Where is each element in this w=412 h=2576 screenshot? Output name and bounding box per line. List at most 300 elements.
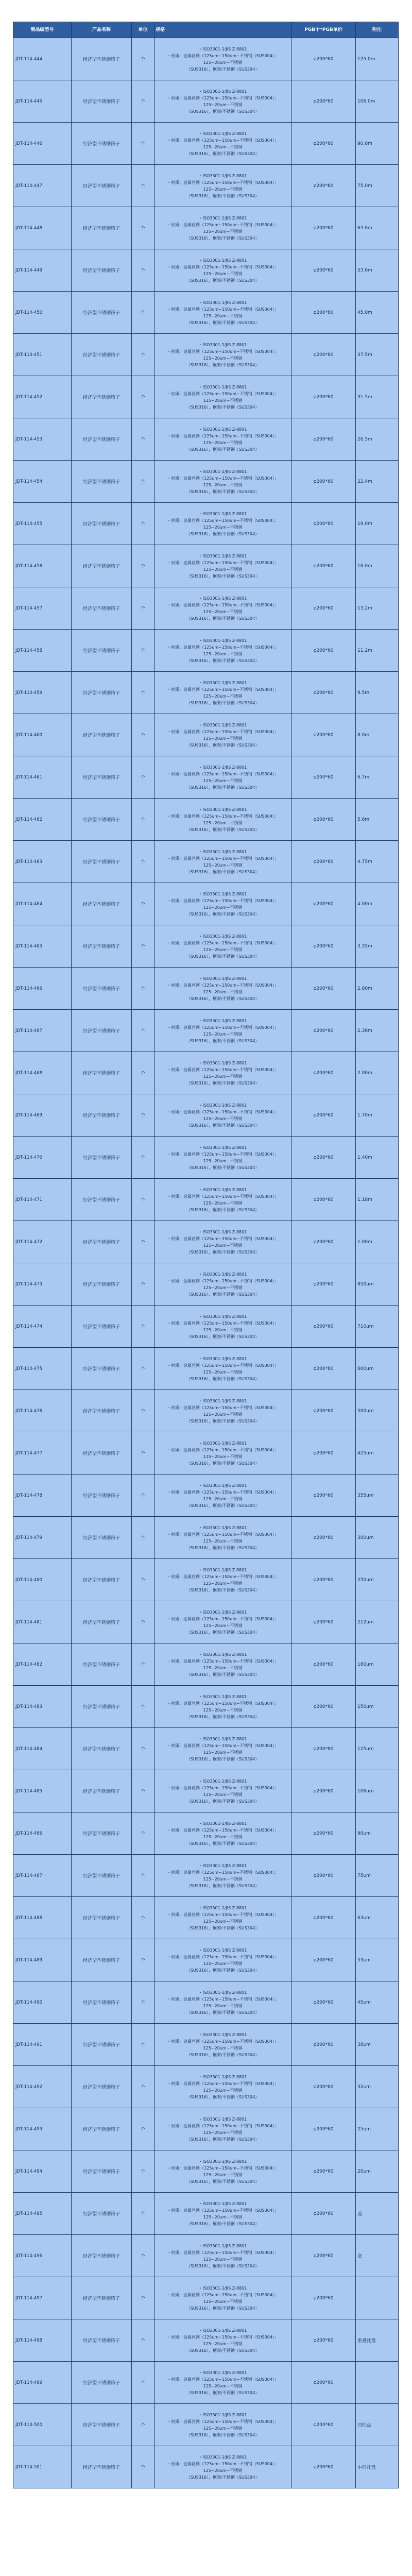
cell-name: 经济型不锈钢筛子 (72, 1981, 132, 2024)
cell-name: 经济型不锈钢筛子 (72, 799, 132, 841)
cell-code: JDT-114-447 (13, 165, 72, 207)
spec-line: ・材质：金属丝网（125um~150um~不锈钢（SUS304）；125~20um~不锈钢 (167, 518, 279, 530)
spec-line: ・ISO3301-1/JIS Z-8801 (198, 553, 247, 558)
table-row (13, 714, 399, 756)
cell-spec (154, 1728, 291, 1770)
cell-price: φ200*60 (291, 165, 356, 207)
header-spec: 规格 (154, 22, 291, 38)
cell-unit: 个 (132, 1643, 154, 1686)
cell-spec (154, 1432, 291, 1475)
spec-line: ・材质：金属丝网（125um~150um~不锈钢（SUS304）；125~20um~不锈钢 (167, 2419, 279, 2431)
cell-price: φ200*60 (291, 2319, 356, 2362)
spec-line: （SUS316），框架/不锈钢（SUS304） (186, 616, 260, 621)
cell-remark: 8.0m (356, 714, 399, 756)
table-row (13, 756, 399, 799)
cell-unit: 个 (132, 123, 154, 165)
spec-line: ・ISO3301-1/JIS Z-8801 (198, 976, 247, 981)
cell-spec (154, 1643, 291, 1686)
cell-unit: 个 (132, 80, 154, 123)
spec-line: （SUS316），框架/不锈钢（SUS304） (186, 2306, 260, 2311)
table-row (13, 672, 399, 714)
spec-line: （SUS316），框架/不锈钢（SUS304） (186, 700, 260, 705)
cell-name: 经济型不锈钢筛子 (72, 2277, 132, 2319)
cell-price: φ200*60 (291, 1939, 356, 1981)
table-row (13, 1094, 399, 1137)
cell-price: φ200*60 (291, 925, 356, 968)
cell-unit: 个 (132, 1221, 154, 1263)
cell-spec (154, 2235, 291, 2277)
cell-unit: 个 (132, 503, 154, 545)
table-row (13, 1263, 399, 1306)
cell-price: φ200*60 (291, 587, 356, 630)
cell-price: φ200*60 (291, 1263, 356, 1306)
cell-remark: 22.4m (356, 461, 399, 503)
cell-unit: 个 (132, 334, 154, 376)
cell-spec (154, 630, 291, 672)
spec-line: ・材质：金属丝网（125um~150um~不锈钢（SUS304）；125~20um~不锈钢 (167, 1151, 279, 1163)
cell-name: 经济型不锈钢筛子 (72, 503, 132, 545)
cell-name: 经济型不锈钢筛子 (72, 1348, 132, 1390)
cell-remark: 710um (356, 1306, 399, 1348)
cell-price: φ200*60 (291, 672, 356, 714)
cell-unit: 个 (132, 630, 154, 672)
cell-code: JDT-114-448 (13, 207, 72, 249)
spec-line: ・材质：金属丝网（125um~150um~不锈钢（SUS304）；125~20um~不锈钢 (167, 1067, 279, 1079)
cell-remark: 90um (356, 1812, 399, 1855)
spec-line: ・ISO3301-1/JIS Z-8801 (198, 2074, 247, 2079)
cell-code: JDT-114-446 (13, 123, 72, 165)
cell-remark: 32um (356, 2066, 399, 2108)
spec-line: ・材质：金属丝网（125um~150um~不锈钢（SUS304）；125~20um~不锈钢 (167, 560, 279, 572)
cell-remark: 中间托盘 (356, 2446, 399, 2488)
spec-line: ・ISO3301-1/JIS Z-8801 (198, 1652, 247, 1657)
table-row (13, 2024, 399, 2066)
cell-remark: 9.5m (356, 672, 399, 714)
table-row (13, 2066, 399, 2108)
cell-name: 经济型不锈钢筛子 (72, 1812, 132, 1855)
spec-line: ・ISO3301-1/JIS Z-8801 (198, 215, 247, 221)
table-row (13, 2446, 399, 2488)
spec-line: ・ISO3301-1/JIS Z-8801 (198, 384, 247, 389)
cell-code: JDT-114-486 (13, 1812, 72, 1855)
cell-unit: 个 (132, 883, 154, 925)
header-price: PGB个*PGB单价 (291, 22, 356, 38)
cell-price: φ200*60 (291, 1897, 356, 1939)
cell-remark: 底 (356, 2235, 399, 2277)
table-row (13, 1475, 399, 1517)
cell-code: JDT-114-483 (13, 1686, 72, 1728)
cell-spec (154, 461, 291, 503)
spec-line: ・材质：金属丝网（125um~150um~不锈钢（SUS304）；125~20um~不锈钢 (167, 180, 279, 192)
cell-unit: 个 (132, 2277, 154, 2319)
cell-price: φ200*60 (291, 1179, 356, 1221)
cell-unit: 个 (132, 1137, 154, 1179)
spec-line: ・ISO3301-1/JIS Z-8801 (198, 891, 247, 896)
cell-remark: 19.0m (356, 503, 399, 545)
cell-code: JDT-114-452 (13, 376, 72, 418)
cell-unit: 个 (132, 2362, 154, 2404)
cell-remark: 20um (356, 2150, 399, 2193)
cell-remark: 106.0m (356, 80, 399, 123)
spec-line: ・ISO3301-1/JIS Z-8801 (198, 2285, 247, 2291)
spec-line: ・材质：金属丝网（125um~150um~不锈钢（SUS304）；125~20um~不锈钢 (167, 1785, 279, 1797)
cell-code: JDT-114-496 (13, 2235, 72, 2277)
cell-unit: 个 (132, 1855, 154, 1897)
cell-spec (154, 123, 291, 165)
cell-unit: 个 (132, 2319, 154, 2362)
cell-spec (154, 587, 291, 630)
cell-price: φ200*60 (291, 376, 356, 418)
cell-price: φ200*60 (291, 799, 356, 841)
spec-line: （SUS316），框架/不锈钢（SUS304） (186, 1799, 260, 1804)
spec-line: ・材质：金属丝网（125um~150um~不锈钢（SUS304）；125~20um~不锈钢 (167, 940, 279, 952)
cell-name: 经济型不锈钢筛子 (72, 2193, 132, 2235)
spec-line: ・ISO3301-1/JIS Z-8801 (198, 89, 247, 94)
cell-code: JDT-114-475 (13, 1348, 72, 1390)
header-code: 制品编型号 (13, 22, 72, 38)
cell-code: JDT-114-481 (13, 1601, 72, 1643)
cell-price: φ200*60 (291, 1770, 356, 1812)
cell-spec (154, 1094, 291, 1137)
spec-line: ・ISO3301-1/JIS Z-8801 (198, 680, 247, 685)
spec-line: （SUS316），框架/不锈钢（SUS304） (186, 742, 260, 748)
table-row (13, 799, 399, 841)
cell-remark: 1.70m (356, 1094, 399, 1137)
cell-code: JDT-114-463 (13, 841, 72, 883)
cell-remark: 53um (356, 1939, 399, 1981)
spec-line: （SUS316），框架/不锈钢（SUS304） (186, 1503, 260, 1508)
cell-price: φ200*60 (291, 2446, 356, 2488)
cell-remark: 90.0m (356, 123, 399, 165)
spec-line: （SUS316），框架/不锈钢（SUS304） (186, 1292, 260, 1297)
cell-remark: 75.0m (356, 165, 399, 207)
spec-line: ・材质：金属丝网（125um~150um~不锈钢（SUS304）；125~20um~不锈钢 (167, 2334, 279, 2346)
spec-line: ・ISO3301-1/JIS Z-8801 (198, 1567, 247, 1572)
table-row (13, 1855, 399, 1897)
cell-spec (154, 2277, 291, 2319)
cell-unit: 个 (132, 1601, 154, 1643)
cell-unit: 个 (132, 1263, 154, 1306)
cell-remark: 45.0m (356, 292, 399, 334)
cell-spec (154, 2108, 291, 2150)
cell-unit: 个 (132, 2150, 154, 2193)
spec-line: ・材质：金属丝网（125um~150um~不锈钢（SUS304）；125~20um~不锈钢 (167, 2165, 279, 2177)
cell-price: φ200*60 (291, 1643, 356, 1686)
cell-name: 经济型不锈钢筛子 (72, 883, 132, 925)
cell-unit: 个 (132, 587, 154, 630)
cell-unit: 个 (132, 925, 154, 968)
cell-unit: 个 (132, 165, 154, 207)
cell-spec (154, 207, 291, 249)
cell-name: 经济型不锈钢筛子 (72, 587, 132, 630)
spec-line: （SUS316），框架/不锈钢（SUS304） (186, 911, 260, 917)
cell-name: 经济型不锈钢筛子 (72, 2319, 132, 2362)
spec-line: （SUS316），框架/不锈钢（SUS304） (186, 531, 260, 536)
cell-code: JDT-114-489 (13, 1939, 72, 1981)
cell-code: JDT-114-495 (13, 2193, 72, 2235)
cell-name: 经济型不锈钢筛子 (72, 545, 132, 587)
cell-name: 经济型不锈钢筛子 (72, 1559, 132, 1601)
spec-line: ・材质：金属丝网（125um~150um~不锈钢（SUS304）；125~20um~不锈钢 (167, 1912, 279, 1924)
table-row (13, 334, 399, 376)
cell-spec (154, 1390, 291, 1432)
spec-line: ・材质：金属丝网（125um~150um~不锈钢（SUS304）；125~20um~不锈钢 (167, 1236, 279, 1248)
spec-line: （SUS316），框架/不锈钢（SUS304） (186, 1672, 260, 1677)
cell-remark: 26.5m (356, 418, 399, 461)
spec-line: ・材质：金属丝网（125um~150um~不锈钢（SUS304）；125~20um~不锈钢 (167, 1320, 279, 1332)
cell-code: JDT-114-471 (13, 1179, 72, 1221)
spec-line: ・材质：金属丝网（125um~150um~不锈钢（SUS304）；125~20um~不锈钢 (167, 2039, 279, 2050)
cell-spec (154, 1348, 291, 1390)
cell-remark: 53.0m (356, 249, 399, 292)
spec-line: ・ISO3301-1/JIS Z-8801 (198, 46, 247, 52)
cell-name: 经济型不锈钢筛子 (72, 1728, 132, 1770)
cell-spec (154, 292, 291, 334)
cell-name: 经济型不锈钢筛子 (72, 756, 132, 799)
cell-name: 经济型不锈钢筛子 (72, 968, 132, 1010)
table-row (13, 1897, 399, 1939)
cell-price: φ200*60 (291, 1559, 356, 1601)
cell-name: 经济型不锈钢筛子 (72, 2108, 132, 2150)
table-row (13, 1390, 399, 1432)
cell-code: JDT-114-473 (13, 1263, 72, 1306)
cell-price: φ200*60 (291, 503, 356, 545)
cell-remark: 6.7m (356, 756, 399, 799)
spec-line: ・材质：金属丝网（125um~150um~不锈钢（SUS304）；125~20um~不锈钢 (167, 982, 279, 994)
spec-line: ・材质：金属丝网（125um~150um~不锈钢（SUS304）；125~20um~不锈钢 (167, 264, 279, 276)
cell-remark: 2.80m (356, 968, 399, 1010)
cell-price: φ200*60 (291, 756, 356, 799)
cell-unit: 个 (132, 2108, 154, 2150)
cell-name: 经济型不锈钢筛子 (72, 334, 132, 376)
cell-remark: 1.18m (356, 1179, 399, 1221)
cell-spec (154, 1770, 291, 1812)
spec-line: ・材质：金属丝网（125um~150um~不锈钢（SUS304）；125~20um~不锈钢 (167, 1278, 279, 1290)
cell-unit: 个 (132, 1686, 154, 1728)
cell-name: 经济型不锈钢筛子 (72, 461, 132, 503)
cell-price: φ200*60 (291, 1812, 356, 1855)
spec-line: （SUS316），框架/不锈钢（SUS304） (186, 1925, 260, 1930)
spec-line: （SUS316），框架/不锈钢（SUS304） (186, 996, 260, 1001)
spec-line: （SUS316），框架/不锈钢（SUS304） (186, 1968, 260, 1973)
spec-line: ・ISO3301-1/JIS Z-8801 (198, 1821, 247, 1826)
spec-line: （SUS316），框架/不锈钢（SUS304） (186, 1714, 260, 1719)
cell-name: 经济型不锈钢筛子 (72, 1517, 132, 1559)
cell-code: JDT-114-459 (13, 672, 72, 714)
cell-unit: 个 (132, 799, 154, 841)
cell-price: φ200*60 (291, 1010, 356, 1052)
cell-unit: 个 (132, 418, 154, 461)
spec-line: （SUS316），框架/不锈钢（SUS304） (186, 2263, 260, 2268)
cell-spec (154, 1897, 291, 1939)
spec-line: （SUS316），框架/不锈钢（SUS304） (186, 2221, 260, 2226)
cell-spec (154, 80, 291, 123)
cell-unit: 个 (132, 841, 154, 883)
spec-line: ・ISO3301-1/JIS Z-8801 (198, 1145, 247, 1150)
product-table (13, 22, 399, 2488)
spec-line: （SUS316），框架/不锈钢（SUS304） (186, 489, 260, 494)
cell-name: 经济型不锈钢筛子 (72, 2235, 132, 2277)
cell-spec (154, 1686, 291, 1728)
cell-remark (356, 2362, 399, 2404)
spec-line: ・材质：金属丝网（125um~150um~不锈钢（SUS304）；125~20um~不锈钢 (167, 1701, 279, 1713)
cell-name: 经济型不锈钢筛子 (72, 1432, 132, 1475)
cell-code: JDT-114-457 (13, 587, 72, 630)
cell-unit: 个 (132, 38, 154, 80)
spec-line: （SUS316），框架/不锈钢（SUS304） (186, 658, 260, 663)
spec-line: ・材质：金属丝网（125um~150um~不锈钢（SUS304）；125~20um~不锈钢 (167, 2250, 279, 2262)
cell-price: φ200*60 (291, 1052, 356, 1094)
spec-line: ・ISO3301-1/JIS Z-8801 (198, 427, 247, 432)
table-row (13, 207, 399, 249)
table-row (13, 1812, 399, 1855)
cell-code: JDT-114-482 (13, 1643, 72, 1686)
spec-line: ・ISO3301-1/JIS Z-8801 (198, 1905, 247, 1910)
spec-line: （SUS316），框架/不锈钢（SUS304） (186, 869, 260, 874)
cell-name: 经济型不锈钢筛子 (72, 1855, 132, 1897)
table-row (13, 2319, 399, 2362)
cell-unit: 个 (132, 756, 154, 799)
cell-price: φ200*60 (291, 1855, 356, 1897)
spec-line: ・材质：金属丝网（125um~150um~不锈钢（SUS304）；125~20um~不锈钢 (167, 771, 279, 783)
cell-name: 经济型不锈钢筛子 (72, 418, 132, 461)
table-row (13, 1939, 399, 1981)
cell-name: 经济型不锈钢筛子 (72, 2404, 132, 2446)
cell-unit: 个 (132, 1179, 154, 1221)
cell-spec (154, 714, 291, 756)
cell-spec (154, 249, 291, 292)
table-row (13, 249, 399, 292)
cell-unit: 个 (132, 2193, 154, 2235)
spec-line: ・材质：金属丝网（125um~150um~不锈钢（SUS304）；125~20um~不锈钢 (167, 95, 279, 107)
spec-line: ・材质：金属丝网（125um~150um~不锈钢（SUS304）；125~20um~不锈钢 (167, 687, 279, 699)
cell-code: JDT-114-467 (13, 1010, 72, 1052)
spec-line: ・材质：金属丝网（125um~150um~不锈钢（SUS304）；125~20um~不锈钢 (167, 1489, 279, 1501)
cell-name: 经济型不锈钢筛子 (72, 123, 132, 165)
spec-line: ・材质：金属丝网（125um~150um~不锈钢（SUS304）；125~20um~不锈钢 (167, 53, 279, 65)
cell-code: JDT-114-476 (13, 1390, 72, 1432)
cell-remark: 4.00m (356, 883, 399, 925)
table-row (13, 1052, 399, 1094)
cell-code: JDT-114-470 (13, 1137, 72, 1179)
spec-line: ・材质：金属丝网（125um~150um~不锈钢（SUS304）；125~20um~不锈钢 (167, 1109, 279, 1121)
cell-price: φ200*60 (291, 1475, 356, 1517)
table-row (13, 418, 399, 461)
spec-line: ・ISO3301-1/JIS Z-8801 (198, 1947, 247, 1953)
cell-spec (154, 2024, 291, 2066)
cell-spec (154, 2362, 291, 2404)
cell-unit: 个 (132, 1559, 154, 1601)
cell-spec (154, 376, 291, 418)
cell-code: JDT-114-478 (13, 1475, 72, 1517)
cell-price: φ200*60 (291, 1432, 356, 1475)
spec-line: ・ISO3301-1/JIS Z-8801 (198, 131, 247, 136)
table-row (13, 1432, 399, 1475)
cell-spec (154, 1475, 291, 1517)
spec-line: ・材质：金属丝网（125um~150um~不锈钢（SUS304）；125~20um~不锈钢 (167, 1658, 279, 1670)
spec-line: ・材质：金属丝网（125um~150um~不锈钢（SUS304）；125~20um~不锈钢 (167, 1743, 279, 1755)
cell-code: JDT-114-455 (13, 503, 72, 545)
cell-price: φ200*60 (291, 1348, 356, 1390)
cell-price: φ200*60 (291, 630, 356, 672)
cell-spec (154, 2066, 291, 2108)
cell-name: 经济型不锈钢筛子 (72, 1306, 132, 1348)
spec-line: （SUS316），框架/不锈钢（SUS304） (186, 109, 260, 114)
spec-line: ・材质：金属丝网（125um~150um~不锈钢（SUS304）；125~20um~不锈钢 (167, 1532, 279, 1544)
cell-remark: 300um (356, 1517, 399, 1559)
table-row (13, 883, 399, 925)
table-row (13, 1221, 399, 1263)
table-row (13, 841, 399, 883)
cell-code: JDT-114-451 (13, 334, 72, 376)
table-row (13, 545, 399, 587)
cell-spec (154, 1855, 291, 1897)
cell-remark: 150um (356, 1686, 399, 1728)
cell-remark: 125.0m (356, 38, 399, 80)
table-row (13, 2277, 399, 2319)
cell-code: JDT-114-472 (13, 1221, 72, 1263)
spec-line: ・材质：金属丝网（125um~150um~不锈钢（SUS304）；125~20um~不锈钢 (167, 1447, 279, 1459)
spec-line: （SUS316），框架/不锈钢（SUS304） (186, 2010, 260, 2015)
table-row (13, 123, 399, 165)
spec-line: ・ISO3301-1/JIS Z-8801 (198, 300, 247, 305)
cell-spec (154, 1812, 291, 1855)
cell-remark: 盖 (356, 2193, 399, 2235)
cell-name: 经济型不锈钢筛子 (72, 2066, 132, 2108)
table-row (13, 80, 399, 123)
cell-spec (154, 2193, 291, 2235)
spec-line: ・ISO3301-1/JIS Z-8801 (198, 2328, 247, 2333)
cell-spec (154, 1306, 291, 1348)
table-body (13, 38, 399, 2488)
table-row (13, 2404, 399, 2446)
cell-unit: 个 (132, 249, 154, 292)
spec-line: （SUS316），框架/不锈钢（SUS304） (186, 2432, 260, 2437)
spec-line: ・ISO3301-1/JIS Z-8801 (198, 596, 247, 601)
table-row (13, 1137, 399, 1179)
spec-line: ・材质：金属丝网（125um~150um~不锈钢（SUS304）；125~20um~不锈钢 (167, 2292, 279, 2304)
spec-line: （SUS316），框架/不锈钢（SUS304） (186, 66, 260, 72)
cell-remark (356, 2277, 399, 2319)
spec-line: （SUS316），框架/不锈钢（SUS304） (186, 1334, 260, 1339)
cell-remark: 5.6m (356, 799, 399, 841)
cell-unit: 个 (132, 2446, 154, 2488)
table-row (13, 1306, 399, 1348)
table-row (13, 1559, 399, 1601)
table-row (13, 1770, 399, 1812)
spec-line: （SUS316），框架/不锈钢（SUS304） (186, 1418, 260, 1423)
cell-name: 经济型不锈钢筛子 (72, 925, 132, 968)
cell-price: φ200*60 (291, 1094, 356, 1137)
cell-spec (154, 545, 291, 587)
cell-unit: 个 (132, 714, 154, 756)
cell-price: φ200*60 (291, 1517, 356, 1559)
cell-code: JDT-114-485 (13, 1770, 72, 1812)
spec-line: ・材质：金属丝网（125um~150um~不锈钢（SUS304）；125~20um~不锈钢 (167, 1025, 279, 1037)
cell-price: φ200*60 (291, 2404, 356, 2446)
cell-spec (154, 1559, 291, 1601)
spec-line: （SUS316），框架/不锈钢（SUS304） (186, 1630, 260, 1635)
cell-price: φ200*60 (291, 249, 356, 292)
cell-spec (154, 756, 291, 799)
cell-code: JDT-114-464 (13, 883, 72, 925)
spec-line: ・ISO3301-1/JIS Z-8801 (198, 1018, 247, 1023)
cell-code: JDT-114-488 (13, 1897, 72, 1939)
spec-line: ・ISO3301-1/JIS Z-8801 (198, 1356, 247, 1361)
cell-name: 经济型不锈钢筛子 (72, 1939, 132, 1981)
cell-name: 经济型不锈钢筛子 (72, 1221, 132, 1263)
cell-price: φ200*60 (291, 1686, 356, 1728)
